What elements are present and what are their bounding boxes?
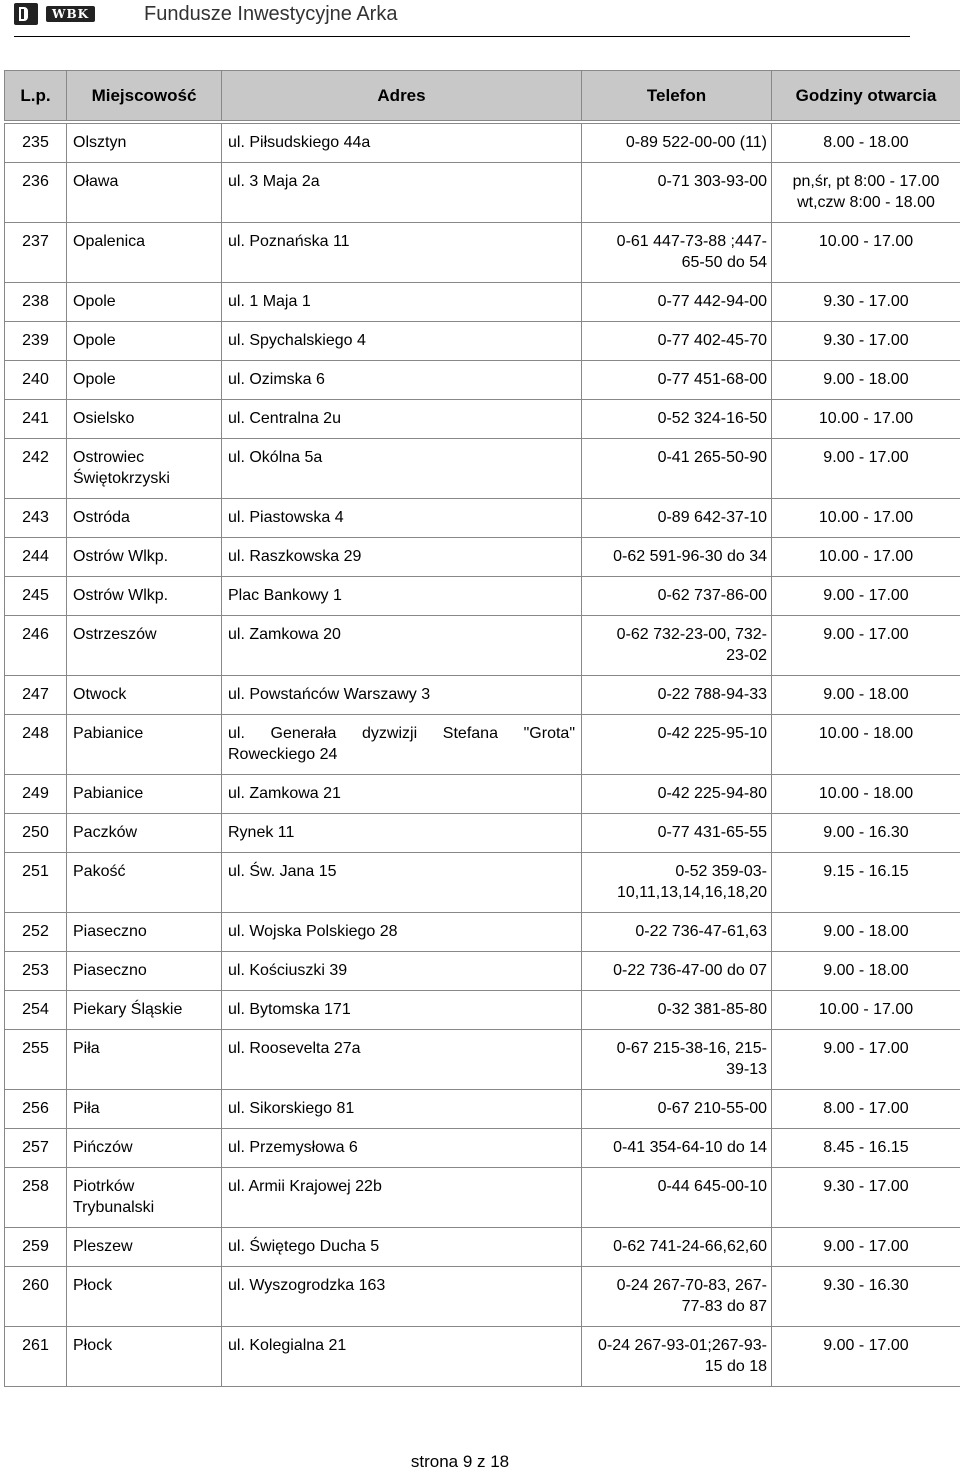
row-address: ul. Bytomska 171 [222,991,582,1030]
row-city: Płock [67,1267,222,1327]
row-number: 252 [5,913,67,952]
row-phone: 0-24 267-70-83, 267- 77-83 do 87 [582,1267,772,1327]
row-address: ul. Św. Jana 15 [222,853,582,913]
row-number: 258 [5,1168,67,1228]
row-address: ul. Przemysłowa 6 [222,1129,582,1168]
row-address: ul. Raszkowska 29 [222,538,582,577]
table-row [5,283,960,322]
table-row [5,163,960,223]
table-row [5,1090,960,1129]
wbk-logo: WBK [46,6,95,22]
row-number: 245 [5,577,67,616]
table-header-row [5,71,960,121]
row-number: 250 [5,814,67,853]
row-hours: 8.00 - 18.00 [772,124,960,163]
table-row [5,952,960,991]
row-number: 240 [5,361,67,400]
row-number: 255 [5,1030,67,1090]
row-hours: 10.00 - 17.00 [772,991,960,1030]
row-hours: 9.00 - 16.30 [772,814,960,853]
row-address: Rynek 11 [222,814,582,853]
row-number: 241 [5,400,67,439]
row-city: Piekary Śląskie [67,991,222,1030]
row-phone: 0-22 736-47-00 do 07 [582,952,772,991]
row-address: ul. Zamkowa 20 [222,616,582,676]
row-address: ul. Wojska Polskiego 28 [222,913,582,952]
row-phone: 0-41 265-50-90 [582,439,772,499]
row-hours: 9.00 - 17.00 [772,439,960,499]
row-phone: 0-89 522-00-00 (11) [582,124,772,163]
row-address: ul. Roosevelta 27a [222,1030,582,1090]
row-phone: 0-42 225-95-10 [582,715,772,775]
row-hours: 9.30 - 17.00 [772,283,960,322]
row-address: Plac Bankowy 1 [222,577,582,616]
row-hours: pn,śr, pt 8:00 - 17.00 wt,czw 8:00 - 18.00 [772,163,960,223]
row-phone: 0-62 732-23-00, 732- 23-02 [582,616,772,676]
row-phone: 0-89 642-37-10 [582,499,772,538]
row-hours: 10.00 - 17.00 [772,400,960,439]
table-row [5,361,960,400]
row-address: ul. Powstańców Warszawy 3 [222,676,582,715]
row-hours: 9.00 - 17.00 [772,1030,960,1090]
table-row [5,991,960,1030]
row-number: 238 [5,283,67,322]
row-address: ul. Kościuszki 39 [222,952,582,991]
row-city: Opole [67,322,222,361]
row-address: ul. Świętego Ducha 5 [222,1228,582,1267]
row-number: 242 [5,439,67,499]
row-number: 246 [5,616,67,676]
row-city: Piaseczno [67,913,222,952]
row-number: 261 [5,1327,67,1387]
row-city: Oława [67,163,222,223]
table-row [5,499,960,538]
table-row [5,715,960,775]
row-phone: 0-77 431-65-55 [582,814,772,853]
row-hours: 9.00 - 17.00 [772,577,960,616]
row-phone: 0-52 359-03- 10,11,13,14,16,18,20 [582,853,772,913]
row-city: Ostrów Wlkp. [67,538,222,577]
table-row [5,439,960,499]
row-city: Olsztyn [67,124,222,163]
table-row [5,1129,960,1168]
row-city: Paczków [67,814,222,853]
table-row [5,1228,960,1267]
row-phone: 0-61 447-73-88 ;447- 65-50 do 54 [582,223,772,283]
row-city: Pabianice [67,775,222,814]
row-phone: 0-52 324-16-50 [582,400,772,439]
row-address: ul. Poznańska 11 [222,223,582,283]
row-phone: 0-71 303-93-00 [582,163,772,223]
row-hours: 10.00 - 17.00 [772,223,960,283]
table-row [5,853,960,913]
row-city: Osielsko [67,400,222,439]
row-address: ul. Ozimska 6 [222,361,582,400]
page-footer [0,1452,920,1472]
row-phone: 0-67 210-55-00 [582,1090,772,1129]
table-row [5,538,960,577]
bz-logo-icon [14,3,38,25]
row-address: ul. Armii Krajowej 22b [222,1168,582,1228]
row-hours: 9.00 - 18.00 [772,676,960,715]
row-address: ul. Piastowska 4 [222,499,582,538]
row-number: 257 [5,1129,67,1168]
row-city: Otwock [67,676,222,715]
row-address: ul. 1 Maja 1 [222,283,582,322]
row-phone: 0-44 645-00-10 [582,1168,772,1228]
row-hours: 10.00 - 18.00 [772,715,960,775]
row-phone: 0-24 267-93-01;267-93- 15 do 18 [582,1327,772,1387]
row-hours: 9.00 - 18.00 [772,913,960,952]
row-phone: 0-77 402-45-70 [582,322,772,361]
row-city: Pakość [67,853,222,913]
row-number: 237 [5,223,67,283]
row-number: 243 [5,499,67,538]
page-number: strona 9 z 18 [411,1452,509,1471]
table-row [5,616,960,676]
row-city: Piła [67,1030,222,1090]
col-header-city: Miejscowość [67,71,222,121]
row-phone: 0-32 381-85-80 [582,991,772,1030]
row-city: Piaseczno [67,952,222,991]
row-city: Opole [67,283,222,322]
row-address: ul. Generała dyzwizji Stefana "Grota" Roweckiego 24 [222,715,582,775]
row-hours: 9.00 - 17.00 [772,1327,960,1387]
row-hours: 8.45 - 16.15 [772,1129,960,1168]
table-row [5,1267,960,1327]
row-city: Pińczów [67,1129,222,1168]
row-city: Ostrowiec Świętokrzyski [67,439,222,499]
row-city: Piotrków Trybunalski [67,1168,222,1228]
row-phone: 0-22 736-47-61,63 [582,913,772,952]
row-address: ul. Spychalskiego 4 [222,322,582,361]
row-number: 259 [5,1228,67,1267]
table-row [5,223,960,283]
row-phone: 0-77 451-68-00 [582,361,772,400]
table-row [5,676,960,715]
row-number: 256 [5,1090,67,1129]
row-hours: 9.30 - 17.00 [772,1168,960,1228]
row-hours: 9.00 - 18.00 [772,952,960,991]
row-city: Ostrzeszów [67,616,222,676]
row-city: Piła [67,1090,222,1129]
row-number: 260 [5,1267,67,1327]
row-city: Płock [67,1327,222,1387]
row-hours: 9.30 - 17.00 [772,322,960,361]
row-phone: 0-41 354-64-10 do 14 [582,1129,772,1168]
row-number: 235 [5,124,67,163]
row-city: Ostróda [67,499,222,538]
table-row [5,400,960,439]
row-city: Pabianice [67,715,222,775]
row-phone: 0-22 788-94-33 [582,676,772,715]
table-row [5,1168,960,1228]
row-number: 248 [5,715,67,775]
row-hours: 10.00 - 17.00 [772,538,960,577]
row-city: Ostrów Wlkp. [67,577,222,616]
row-phone: 0-62 737-86-00 [582,577,772,616]
row-number: 249 [5,775,67,814]
table-row [5,775,960,814]
row-city: Pleszew [67,1228,222,1267]
table-row [5,577,960,616]
row-number: 247 [5,676,67,715]
row-address: ul. Zamkowa 21 [222,775,582,814]
col-header-hours: Godziny otwarcia [772,71,960,121]
page-title: Fundusze Inwestycyjne Arka [144,3,397,26]
row-address: ul. Centralna 2u [222,400,582,439]
row-hours: 9.00 - 17.00 [772,616,960,676]
row-city: Opalenica [67,223,222,283]
row-number: 254 [5,991,67,1030]
row-address: ul. Sikorskiego 81 [222,1090,582,1129]
row-number: 251 [5,853,67,913]
row-phone: 0-62 741-24-66,62,60 [582,1228,772,1267]
row-address: ul. Okólna 5a [222,439,582,499]
col-header-phone: Telefon [582,71,772,121]
row-number: 239 [5,322,67,361]
table-row [5,814,960,853]
row-number: 244 [5,538,67,577]
row-phone: 0-42 225-94-80 [582,775,772,814]
branch-table [4,70,960,1387]
row-hours: 9.00 - 17.00 [772,1228,960,1267]
page-header [14,0,910,37]
row-phone: 0-62 591-96-30 do 34 [582,538,772,577]
row-phone: 0-77 442-94-00 [582,283,772,322]
row-address: ul. Kolegialna 21 [222,1327,582,1387]
row-hours: 8.00 - 17.00 [772,1090,960,1129]
table-row [5,1327,960,1387]
row-number: 253 [5,952,67,991]
table-row [5,1030,960,1090]
row-number: 236 [5,163,67,223]
row-hours: 9.30 - 16.30 [772,1267,960,1327]
row-hours: 10.00 - 17.00 [772,499,960,538]
col-header-address: Adres [222,71,582,121]
table-row [5,913,960,952]
table-row [5,124,960,163]
row-hours: 9.00 - 18.00 [772,361,960,400]
row-city: Opole [67,361,222,400]
row-address: ul. 3 Maja 2a [222,163,582,223]
row-phone: 0-67 215-38-16, 215- 39-13 [582,1030,772,1090]
row-hours: 9.15 - 16.15 [772,853,960,913]
table-row [5,322,960,361]
col-header-lp: L.p. [5,71,67,121]
row-address: ul. Piłsudskiego 44a [222,124,582,163]
row-address: ul. Wyszogrodzka 163 [222,1267,582,1327]
row-hours: 10.00 - 18.00 [772,775,960,814]
